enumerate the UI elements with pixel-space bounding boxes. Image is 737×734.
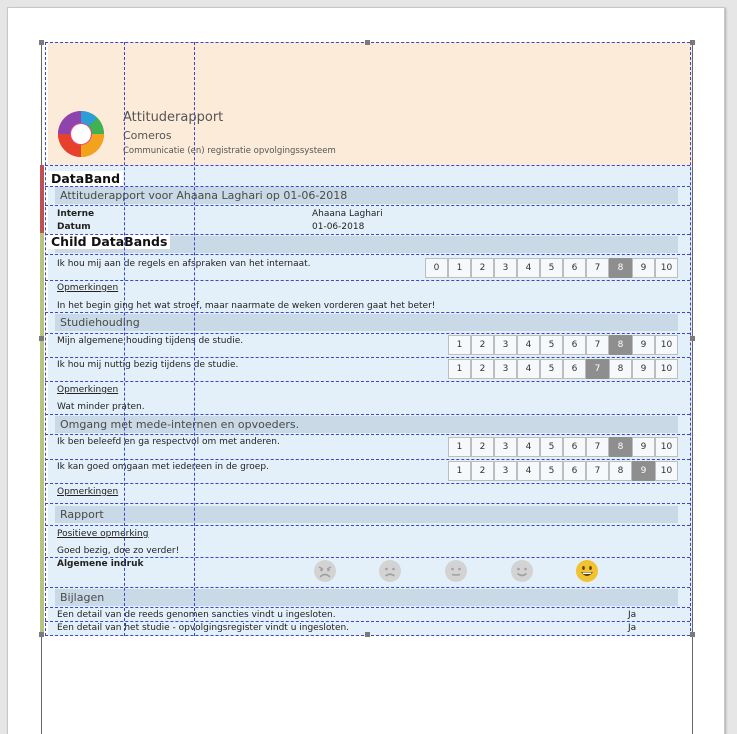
resize-handle-bl[interactable] [39,632,44,637]
attachment-study-register-value: Ja [628,623,637,633]
rating-option[interactable]: 5 [540,359,563,379]
guide-h-8 [45,333,690,334]
header-subtitle: Communicatie (en) registratie opvolgingssysteem [123,146,336,156]
rating-option[interactable]: 4 [517,258,540,278]
rating-option[interactable]: 6 [563,258,586,278]
rating-option[interactable]: 2 [471,437,494,457]
page-margin-right [692,42,693,734]
guide-h-18 [45,587,690,588]
rating-option[interactable]: 3 [494,359,517,379]
positive-remark-label: Positieve opmerking [57,529,149,539]
rating-option[interactable]: 2 [471,359,494,379]
rating-scale-rules[interactable] [425,258,678,278]
rating-option[interactable]: 8 [609,359,632,379]
rating-option[interactable]: 7 [586,359,609,379]
guide-h-4 [45,234,690,235]
rating-option[interactable]: 10 [655,335,678,355]
guide-h-10 [45,381,690,382]
rating-option[interactable]: 2 [471,335,494,355]
rating-option[interactable]: 9 [632,461,655,481]
guide-h-19 [45,607,690,608]
rating-option[interactable]: 7 [586,335,609,355]
rating-option[interactable]: 5 [540,461,563,481]
guide-h-16 [45,525,690,526]
section-social: Omgang met mede-internen en opvoeders. [55,416,678,433]
rating-option[interactable]: 10 [655,461,678,481]
overall-impression-label: Algemene indruk [57,559,144,569]
rating-option[interactable]: 4 [517,359,540,379]
question-study-useful: Ik hou mij nuttig bezig tijdens de studie. [57,360,239,370]
child-databand-label: Child DataBands [48,234,170,249]
remarks-label-social: Opmerkingen [57,487,119,497]
rating-scale-social-polite[interactable] [448,437,678,457]
guide-v3 [194,42,195,636]
guide-h-2 [45,186,690,187]
rating-option[interactable]: 1 [448,258,471,278]
resize-handle-bm[interactable] [365,632,370,637]
rating-option[interactable]: 10 [655,437,678,457]
guide-h-11 [45,414,690,415]
attachment-sanctions: Een detail van de reeds genomen sancties vindt u ingesloten. [57,610,336,620]
rating-option[interactable]: 0 [425,258,448,278]
rating-option[interactable]: 7 [586,437,609,457]
date-label: Datum [57,222,91,232]
happy-face-icon[interactable] [510,559,534,583]
rating-option[interactable]: 7 [586,461,609,481]
guide-h-9 [45,357,690,358]
rating-scale-social-group[interactable] [448,461,678,481]
intern-label: Interne [57,209,95,219]
rating-option[interactable]: 9 [632,335,655,355]
neutral-face-icon[interactable] [444,559,468,583]
guide-h-13 [45,459,690,460]
rating-option[interactable]: 3 [494,335,517,355]
guide-h-1 [45,165,690,166]
attachment-study-register: Een detail van het studie - opvolgingsregister vindt u ingesloten. [57,623,350,633]
databand-marker [40,165,44,233]
rating-option[interactable]: 4 [517,437,540,457]
databand-label: DataBand [48,171,123,186]
guide-h-20 [45,621,690,622]
resize-handle-br[interactable] [690,632,695,637]
question-social-group: Ik kan goed omgaan met iedereen in de groep. [57,462,269,472]
guide-h-14 [45,483,690,484]
rating-option[interactable]: 9 [632,359,655,379]
rating-option[interactable]: 6 [563,461,586,481]
question-study-attitude: Mijn algemene houding tijdens de studie. [57,336,244,346]
rating-option[interactable]: 1 [448,437,471,457]
very-sad-face-icon[interactable] [313,559,337,583]
guide-h-17 [45,557,690,558]
resize-handle-tl[interactable] [39,40,44,45]
rating-option[interactable]: 6 [563,359,586,379]
rating-option[interactable]: 8 [609,461,632,481]
resize-handle-tm[interactable] [365,40,370,45]
report-title-bar: Attituderapport voor Ahaana Laghari op 01-06-2018 [55,187,678,204]
child-databand-marker [40,233,44,636]
guide-h-7 [45,312,690,313]
rating-option[interactable]: 8 [609,437,632,457]
remarks-label-study: Opmerkingen [57,385,119,395]
rating-option[interactable]: 1 [448,359,471,379]
section-study: Studiehouding [55,314,678,331]
rating-option[interactable]: 10 [655,359,678,379]
sad-face-icon[interactable] [378,559,402,583]
rating-option[interactable]: 1 [448,335,471,355]
rating-option[interactable]: 8 [609,335,632,355]
rating-option[interactable]: 6 [563,437,586,457]
rating-option[interactable]: 1 [448,461,471,481]
guide-h-12 [45,434,690,435]
remarks-label-first: Opmerkingen [57,283,119,293]
question-rules: Ik hou mij aan de regels en afspraken van het internaat. [57,259,311,269]
rating-option[interactable]: 5 [540,258,563,278]
rating-option[interactable]: 2 [471,461,494,481]
rating-option[interactable]: 8 [609,258,632,278]
section-attachments: Bijlagen [55,589,678,606]
rating-option[interactable]: 9 [632,258,655,278]
company-name: Comeros [123,129,172,142]
rating-option[interactable]: 5 [540,335,563,355]
guide-h-6 [45,280,690,281]
rating-option[interactable]: 10 [655,258,678,278]
positive-remark-text: Goed bezig, doe zo verder! [57,546,180,556]
guide-h-15 [45,503,690,504]
rating-scale-study-useful[interactable] [448,359,678,379]
guide-v1 [45,42,46,636]
intern-value: Ahaana Laghari [312,209,383,219]
rating-option[interactable]: 5 [540,437,563,457]
rating-option[interactable]: 3 [494,461,517,481]
rating-option[interactable]: 3 [494,437,517,457]
resize-handle-tr[interactable] [690,40,695,45]
rating-option[interactable]: 6 [563,335,586,355]
company-logo-icon [56,109,106,159]
rating-option[interactable]: 4 [517,335,540,355]
guide-h-5 [45,254,690,255]
guide-v2 [124,42,125,636]
remarks-text-study: Wat minder praten. [57,402,145,412]
rating-option[interactable]: 7 [586,258,609,278]
question-social-polite: Ik ben beleefd en ga respectvol om met anderen. [57,437,280,447]
rating-option[interactable]: 4 [517,461,540,481]
resize-handle-ml[interactable] [39,336,44,341]
app-title: Attituderapport [123,110,224,125]
guide-h-3 [45,205,690,206]
very-happy-face-icon[interactable] [575,559,599,583]
rating-option[interactable]: 9 [632,437,655,457]
rating-option[interactable]: 3 [494,258,517,278]
attachment-sanctions-value: Ja [628,610,637,620]
rating-option[interactable]: 2 [471,258,494,278]
remarks-text-first: In het begin ging het wat stroef, maar naarmate de weken vorderen gaat het beter! [57,301,436,311]
resize-handle-mr[interactable] [690,336,695,341]
section-rapport: Rapport [55,506,678,523]
rating-scale-study-attitude[interactable] [448,335,678,355]
date-value: 01-06-2018 [312,222,365,232]
